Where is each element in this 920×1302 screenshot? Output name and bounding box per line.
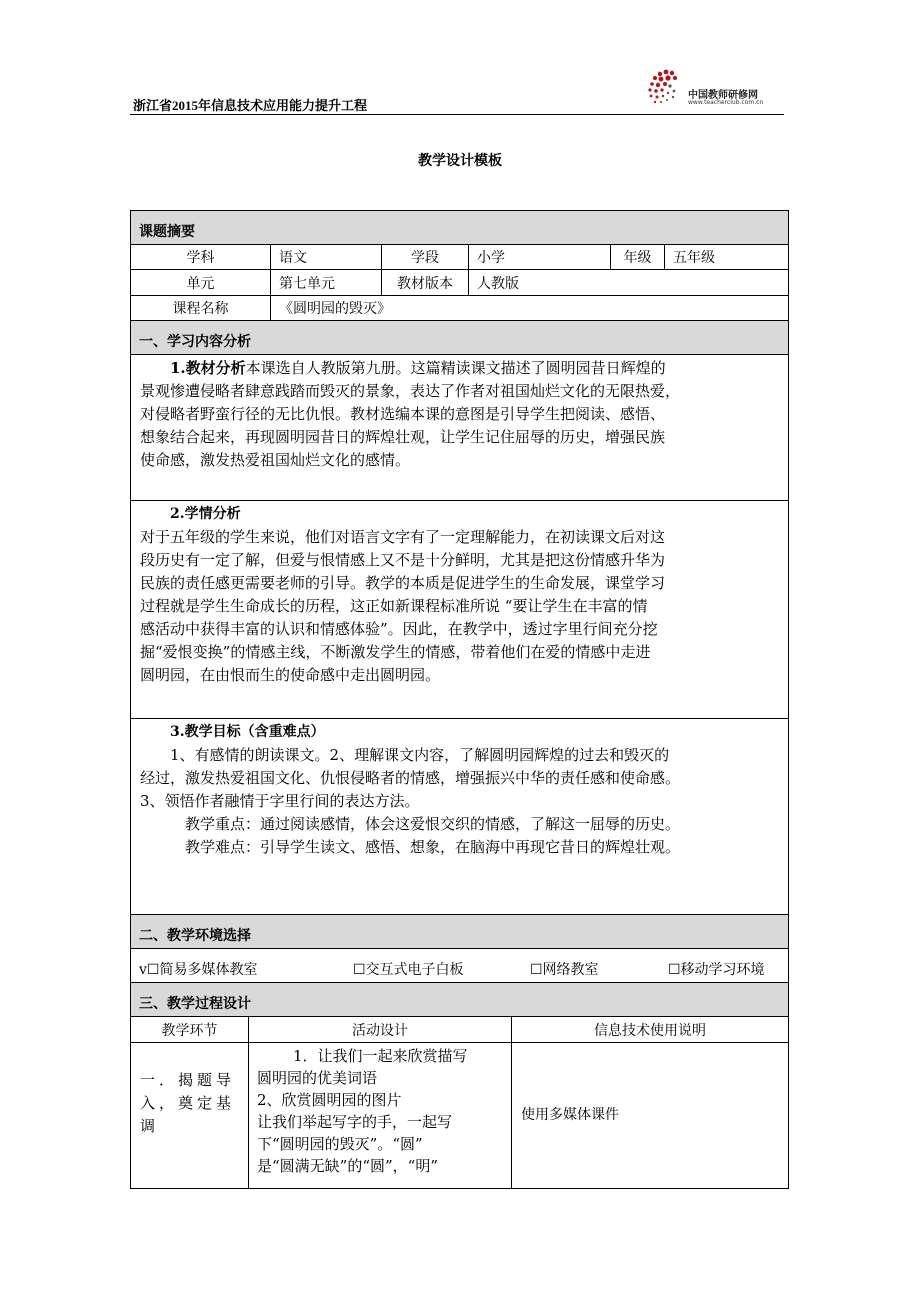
course-label: 课程名称 [131,296,271,320]
stage-line-3: 调 [140,1117,156,1135]
summary-row-2 [130,269,789,296]
course-value: 《圆明园的毁灭》 [279,301,391,317]
grade-label: 年级 [611,245,665,269]
material-label: 1.教材分析 [170,359,246,377]
env-option-interactive-whiteboard[interactable]: ☐交互式电子白板 [353,962,464,978]
section-process-heading: 三、教学过程设计 [130,982,789,1017]
activity-line-2: 圆明园的优美词语 [257,1069,378,1087]
activity-cell [249,1043,512,1188]
col-header-activity: 活动设计 [249,1017,512,1042]
process-header-row [130,1016,789,1043]
section-analysis-heading: 一、学习内容分析 [130,320,789,355]
stage-line-2: 入，奠定基 [140,1094,236,1112]
learner-line-5: 感活动中获得丰富的认识和情感体验”。因此，在教学中，透过字里行间充分挖 [140,620,658,638]
activity-line-6: 是“圆满无缺”的“圆”，“明” [257,1157,439,1175]
goal-label: 3.教学目标（含重难点） [170,724,325,740]
lesson-design-table [130,210,789,1188]
summary-row-1 [130,244,789,270]
material-line-4: 想象结合起来，再现圆明园昔日的辉煌壮观，让学生记住屈辱的历史，增强民族 [140,428,666,446]
material-line-3: 对侵略者野蛮行径的无比仇恨。教材选编本课的意图是引导学生把阅读、感悟、 [140,405,666,423]
learner-line-2: 段历史有一定了解，但爱与恨情感上又不是十分鲜明，尤其是把这份情感升华为 [140,551,666,569]
env-option-simple-multimedia[interactable]: v☐简易多媒体教室 [139,962,258,978]
col-header-stage: 教学环节 [131,1017,249,1042]
unit-label: 单元 [131,270,271,295]
key-point: 教学重点：通过阅读感情，体会这爱恨交织的情感，了解这一屈辱的历史。 [185,815,681,833]
learner-line-1: 对于五年级的学生来说，他们对语言文字有了一定理解能力，在初读课文后对这 [140,528,666,546]
document-title: 教学设计模板 [418,153,502,169]
unit-value: 第七单元 [271,270,382,295]
process-row-1 [130,1042,789,1189]
goal-line-3: 3、领悟作者融情于字里行间的表达方法。 [140,792,420,810]
logo-name: 中国教师研修网 [688,90,758,101]
project-title: 浙江省2015年信息技术应用能力提升工程 [133,98,368,113]
learner-line-4: 过程就是学生生命成长的历程，这正如新课程标准所说 “要让学生在丰富的情 [140,597,648,615]
activity-line-3: 2、欣赏圆明园的图片 [257,1091,402,1109]
section-summary-heading: 课题摘要 [130,210,789,245]
subject-value: 语文 [271,245,382,269]
tech-note-cell [512,1043,788,1188]
stage-cell [131,1043,249,1188]
activity-line-1: 1．让我们一起来欣赏描写 [293,1047,468,1065]
material-line-1: 1.教材分析本课选自人教版第九册。这篇精读课文描述了圆明园昔日辉煌的 [170,359,666,377]
grade-value: 五年级 [673,250,715,266]
material-line-2: 景观惨遭侵略者肆意践踏而毁灭的景象，表达了作者对祖国灿烂文化的无限热爱， [140,382,681,400]
edition-value: 人教版 [477,275,519,292]
environment-options-row [130,948,789,983]
subject-label: 学科 [131,245,271,269]
env-option-network-classroom[interactable]: ☐网络教室 [530,962,599,978]
difficulty-point: 教学难点：引导学生读文、感悟、想象，在脑海中再现它昔日的辉煌壮观。 [185,838,681,856]
learner-line-3: 民族的责任感更需要老师的引导。教学的本质是促进学生的生命发展，课堂学习 [140,574,666,592]
activity-line-5: 下“圆明园的毁灭”。“圆” [257,1135,423,1153]
material-line-5: 使命感，激发热爱祖国灿烂文化的感情。 [140,451,411,469]
activity-line-4: 让我们举起写字的手，一起写 [257,1113,453,1131]
col-header-tech: 信息技术使用说明 [594,1022,706,1039]
learner-line-6: 掘“爱恨变换”的情感主线，不断激发学生的情感，带着他们在爱的情感中走进 [140,643,651,661]
summary-row-3 [130,295,789,321]
learner-line-7: 圆明园，在由恨而生的使命感中走出圆明园。 [140,666,441,684]
header-rule [130,114,784,115]
env-option-mobile-learning[interactable]: ☐移动学习环境 [668,962,765,978]
stage-line-1: 一．揭题导 [140,1071,236,1089]
learner-analysis-cell [130,500,789,719]
learner-label: 2.学情分析 [170,506,241,522]
logo-url: www.teacherclub.com.cn [688,99,764,106]
teaching-goals-cell [130,718,789,915]
stage-label: 学段 [382,245,469,269]
section-environment-heading: 二、教学环境选择 [130,914,789,949]
edition-label: 教材版本 [382,270,469,295]
tech-note: 使用多媒体课件 [521,1107,619,1123]
material-analysis-cell [130,354,789,501]
goal-line-2: 经过，激发热爱祖国文化、仇恨侵略者的情感，增强振兴中华的责任感和使命感。 [140,769,681,787]
goal-line-1: 1、有感情的朗读课文。2、理解课文内容，了解圆明园辉煌的过去和毁灭的 [170,746,670,764]
stage-value: 小学 [469,245,611,269]
